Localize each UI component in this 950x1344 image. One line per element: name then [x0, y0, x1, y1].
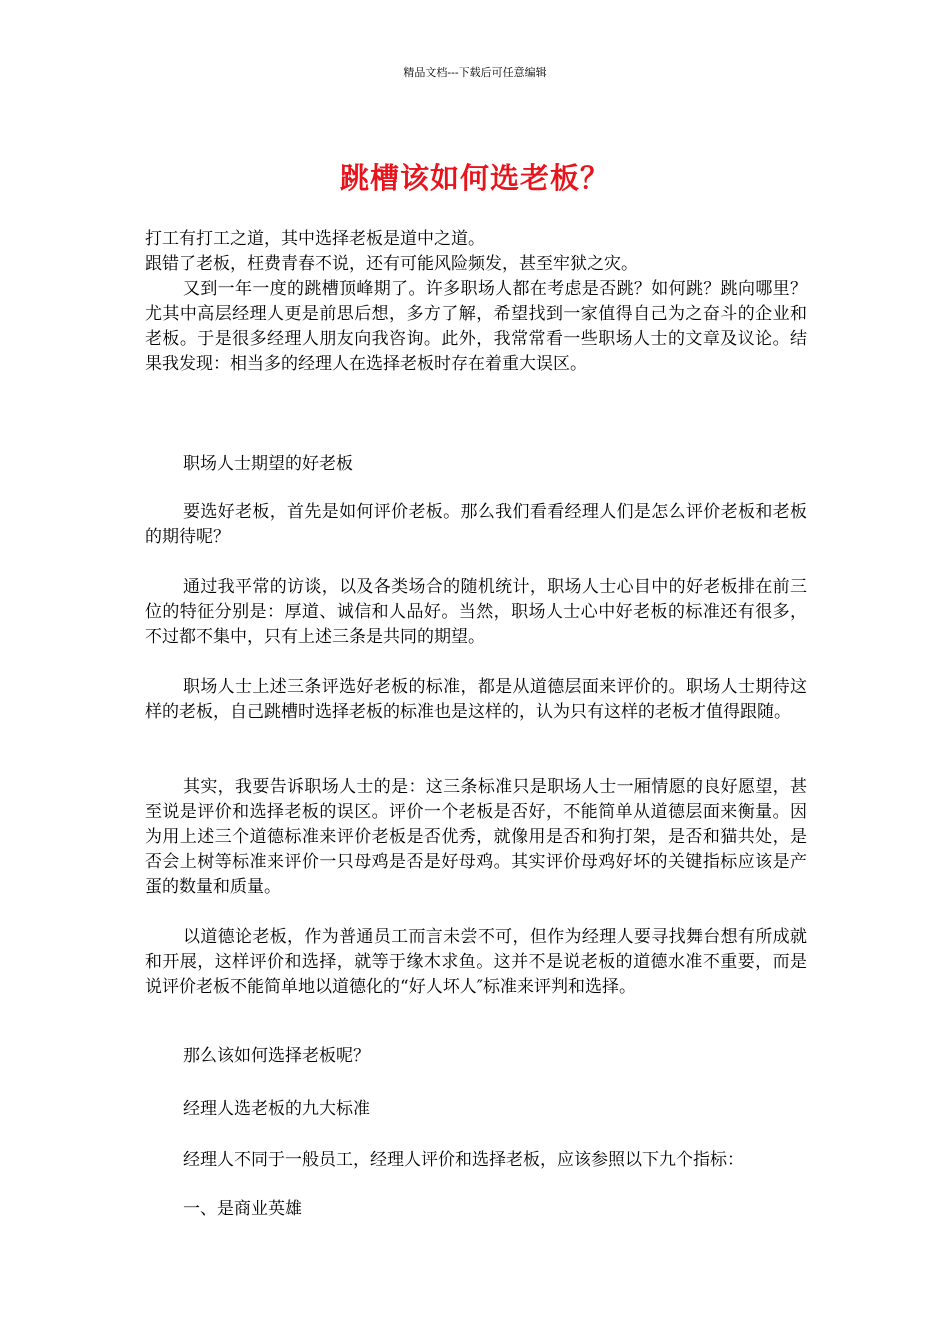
paragraph-intro-1: 打工有打工之道，其中选择老板是道中之道。 — [145, 229, 485, 249]
paragraph-intro-2: 跟错了老板，枉费青春不说，还有可能风险频发，甚至牢狱之灾。 — [145, 254, 638, 274]
page-header-note: 精品文档---下载后可任意编辑 — [403, 66, 547, 79]
section-heading-good-boss: 职场人士期望的好老板 — [183, 454, 353, 474]
paragraph-nine-indicators: 经理人不同于一般员工，经理人评价和选择老板，应该参照以下九个指标： — [183, 1150, 744, 1170]
paragraph-evaluate-boss: 要选好老板，首先是如何评价老板。那么我们看看经理人们是怎么评价老板和老板的期待呢？ — [145, 502, 807, 547]
document-title: 跳槽该如何选老板？ — [339, 161, 610, 195]
paragraph-morality-judgment: 以道德论老板，作为普通员工而言未尝不可，但作为经理人要寻找舞台想有所成就和开展，这样评价和选择，就等于缘木求鱼。这并不是说老板的道德水准不重要，而是说评价老板不能简单地以道德化的“好人坏人″标准来评判和选择。 — [145, 927, 807, 997]
paragraph-survey-results: 通过我平常的访谈，以及各类场合的随机统计，职场人士心目中的好老板排在前三位的特征分别是：厚道、诚信和人品好。当然，职场人士心中好老板的标准还有很多，不过都不集中，只有上述三条是共同的期望。 — [145, 577, 807, 647]
paragraph-misconception: 其实，我要告诉职场人士的是：这三条标准只是职场人士一厢情愿的良好愿望，甚至说是评价和选择老板的误区。评价一个老板是否好，不能简单从道德层面来衡量。因为用上述三个道德标准来评价老板是否优秀，就像用是否和狗打架，是否和猫共处，是否会上树等标准来评价一只母鸡是否是好母鸡。其实评价母鸡好坏的关键指标应该是产蛋的数量和质量。 — [145, 777, 807, 897]
section-heading-nine-standards: 经理人选老板的九大标准 — [183, 1099, 370, 1119]
list-item-business-hero: 一、是商业英雄 — [183, 1199, 302, 1219]
paragraph-how-to-choose: 那么该如何选择老板呢？ — [183, 1046, 370, 1066]
paragraph-moral-standards: 职场人士上述三条评选好老板的标准，都是从道德层面来评价的。职场人士期待这样的老板，自己跳槽时选择老板的标准也是这样的，认为只有这样的老板才值得跟随。 — [145, 677, 807, 722]
paragraph-job-hopping-season: 又到一年一度的跳槽顶峰期了。许多职场人都在考虑是否跳？如何跳？跳向哪里？尤其中高层经理人更是前思后想，多方了解，希望找到一家值得自己为之奋斗的企业和老板。于是很多经理人朋友向我咨询。此外，我常常看一些职场人士的文章及议论。结果我发现：相当多的经理人在选择老板时存在着重大误区。 — [145, 279, 807, 374]
